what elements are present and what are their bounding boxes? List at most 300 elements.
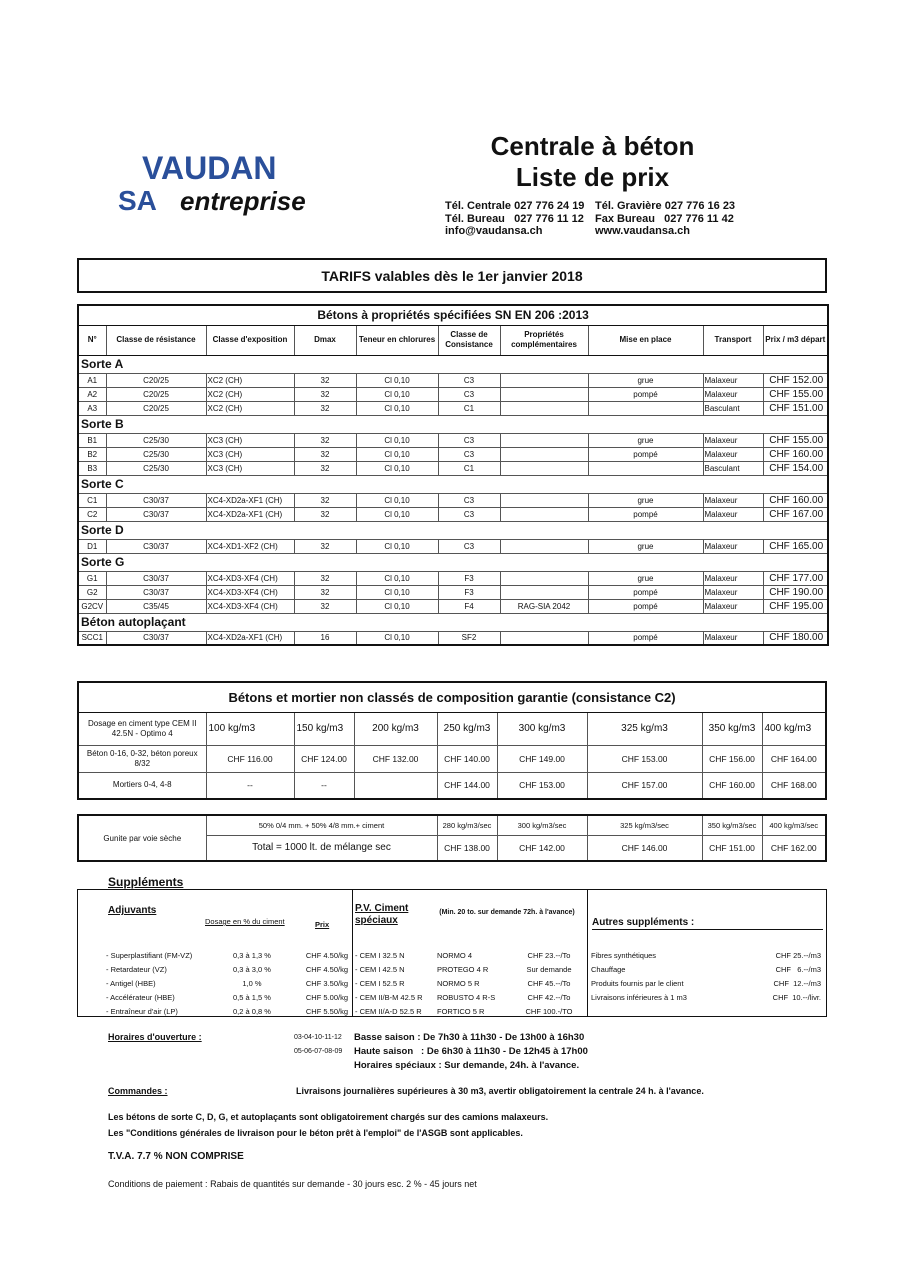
table-row [78, 493, 828, 507]
cell-col-transport: Malaxeur [703, 571, 763, 585]
cell-col-exposition: XC4-XD2a-XF1 (CH) [206, 507, 294, 521]
cell-col-chlorures: Cl 0,10 [356, 433, 438, 447]
horaire-text: Horaires spéciaux : Sur demande, 24h. à l'avance. [354, 1059, 580, 1071]
contact-email[interactable]: info@vaudansa.ch [445, 225, 543, 237]
cell-col-chlorures: Cl 0,10 [356, 493, 438, 507]
cell-col-resistance: C30/37 [106, 493, 206, 507]
cell-col-proprietes [500, 387, 588, 401]
cell-col-prix: CHF 155.00 [763, 387, 828, 401]
cell-col-resistance: C25/30 [106, 461, 206, 475]
ciment-note: (Min. 20 to. sur demande 72h. à l'avance) [439, 909, 575, 916]
gunite-price: CHF 151.00 [702, 835, 762, 861]
dosage-value: 100 kg/m3 [206, 712, 294, 745]
ciment-product: NORMO 5 R [437, 978, 480, 988]
cell-col-proprietes [500, 401, 588, 415]
cell-col-consistance: C3 [438, 433, 500, 447]
cell-col-transport: Malaxeur [703, 631, 763, 645]
cell-col-chlorures: Cl 0,10 [356, 401, 438, 415]
row-label: Béton 0-16, 0-32, béton poreux 8/32 [78, 745, 206, 772]
contact-tel-graviere: Tél. Gravière 027 776 16 23 [595, 200, 736, 212]
payment-conditions: Conditions de paiement : Rabais de quantités sur demande - 30 jours esc. 2 % - 45 jours net [108, 1179, 477, 1189]
adjuvant-dosage: 0,3 à 3,0 % [233, 964, 271, 974]
adjuvant-dosage: 0,5 à 1,5 % [233, 992, 271, 1002]
cell-col-mise-en-place: grue [588, 539, 703, 553]
cell-col-number: B3 [78, 461, 106, 475]
cell-col-dmax: 32 [294, 387, 356, 401]
cell-col-proprietes [500, 493, 588, 507]
contact-info [445, 200, 825, 238]
header-col-exposition: Classe d'exposition [206, 325, 294, 355]
group-row [78, 521, 828, 539]
cell-col-number: A3 [78, 401, 106, 415]
price-cell: CHF 116.00 [206, 745, 294, 772]
cell-col-transport: Malaxeur [703, 387, 763, 401]
cell-col-dmax: 32 [294, 401, 356, 415]
adjuvant-price: CHF 4.50/kg [305, 964, 348, 974]
cell-col-prix: CHF 152.00 [763, 373, 828, 387]
note-conditions: Les "Conditions générales de livraison pour le béton prêt à l'emploi" de l'ASGB sont applicables. [108, 1128, 523, 1138]
cell-col-exposition: XC2 (CH) [206, 373, 294, 387]
adjuvant-name: - Retardateur (VZ) [106, 964, 167, 974]
list-item [106, 990, 350, 1004]
cell-col-number: G2 [78, 585, 106, 599]
adjuvant-name: - Accélérateur (HBE) [106, 992, 175, 1002]
autres-title: Autres suppléments : [592, 917, 823, 930]
cell-col-mise-en-place: pompé [588, 447, 703, 461]
adjuvant-dosage: 0,2 à 0,8 % [233, 1006, 271, 1016]
gunite-dosage: 280 kg/m3/sec [437, 815, 497, 835]
price-cell: CHF 157.00 [587, 772, 702, 799]
cell-col-number: A1 [78, 373, 106, 387]
adjuvant-price: CHF 5.00/kg [305, 992, 348, 1002]
list-item [106, 976, 350, 990]
cell-col-resistance: C30/37 [106, 507, 206, 521]
cell-col-exposition: XC4-XD3-XF4 (CH) [206, 585, 294, 599]
cell-col-prix: CHF 165.00 [763, 539, 828, 553]
cell-col-dmax: 32 [294, 493, 356, 507]
cell-col-consistance: C1 [438, 401, 500, 415]
list-item [355, 1004, 585, 1018]
cell-col-consistance: C3 [438, 373, 500, 387]
cell-col-number: SCC1 [78, 631, 106, 645]
ciment-price: CHF 100.-/TO [525, 1006, 573, 1016]
cell-col-proprietes [500, 631, 588, 645]
adjuvants-price-header: Prix [315, 920, 330, 929]
price-cell: CHF 144.00 [437, 772, 497, 799]
horaire-row [294, 1044, 754, 1058]
gunite-mix: 50% 0/4 mm. + 50% 4/8 mm.+ ciment [206, 815, 437, 835]
cell-col-resistance: C20/25 [106, 373, 206, 387]
table-row [78, 631, 828, 645]
autre-name: Chauffage [591, 964, 626, 974]
header-col-consistance: Classe de Consistance [438, 325, 500, 355]
horaires-title: Horaires d'ouverture : [108, 1032, 202, 1042]
cell-col-proprietes [500, 507, 588, 521]
ciment-product: FORTICO 5 R [437, 1006, 485, 1016]
gunite-total: Total = 1000 lt. de mélange sec [206, 835, 437, 861]
cell-col-chlorures: Cl 0,10 [356, 571, 438, 585]
dosage-value: 300 kg/m3 [497, 712, 587, 745]
cell-col-prix: CHF 167.00 [763, 507, 828, 521]
price-cell: CHF 153.00 [587, 745, 702, 772]
cell-col-chlorures: Cl 0,10 [356, 585, 438, 599]
gunite-price: CHF 146.00 [587, 835, 702, 861]
cell-col-proprietes [500, 373, 588, 387]
list-item [591, 990, 821, 1004]
ciment-type: - CEM I 52.5 R [355, 978, 405, 988]
cell-col-transport: Malaxeur [703, 585, 763, 599]
cell-col-transport: Basculant [703, 461, 763, 475]
autre-price: CHF 6.--/m3 [775, 964, 821, 974]
group-row [78, 613, 828, 631]
cell-col-mise-en-place: pompé [588, 387, 703, 401]
table-row [78, 387, 828, 401]
autres-list [591, 948, 821, 1004]
price-cell: CHF 168.00 [762, 772, 826, 799]
cell-col-mise-en-place: pompé [588, 631, 703, 645]
group-row [78, 553, 828, 571]
price-cell: -- [206, 772, 294, 799]
table-row [78, 539, 828, 553]
table-row [78, 461, 828, 475]
cell-col-proprietes [500, 585, 588, 599]
cell-col-transport: Basculant [703, 401, 763, 415]
cell-col-prix: CHF 180.00 [763, 631, 828, 645]
ciment-title: P.V. Ciment spéciaux [355, 903, 409, 926]
ciment-product: NORMO 4 [437, 950, 473, 960]
dosage-value: 250 kg/m3 [437, 712, 497, 745]
adjuvant-price: CHF 5.50/kg [305, 1006, 348, 1016]
cell-col-prix: CHF 160.00 [763, 493, 828, 507]
cell-col-exposition: XC3 (CH) [206, 447, 294, 461]
cell-col-dmax: 32 [294, 599, 356, 613]
price-cell: CHF 156.00 [702, 745, 762, 772]
cell-col-dmax: 32 [294, 447, 356, 461]
cell-col-mise-en-place [588, 461, 703, 475]
autre-price: CHF 12.--/m3 [773, 978, 821, 988]
divider [587, 889, 588, 1017]
cell-col-consistance: C1 [438, 461, 500, 475]
cell-col-resistance: C30/37 [106, 585, 206, 599]
specified-caption: Bétons à propriétés spécifiées SN EN 206 :2013 [78, 305, 828, 325]
cell-col-resistance: C25/30 [106, 433, 206, 447]
title-line-1: Centrale à béton [490, 131, 695, 161]
dosage-value: 325 kg/m3 [587, 712, 702, 745]
cell-col-exposition: XC3 (CH) [206, 433, 294, 447]
gunite-price: CHF 162.00 [762, 835, 826, 861]
list-item [591, 962, 821, 976]
adjuvant-name: - Superplastifiant (FM-VZ) [106, 950, 193, 960]
cell-col-exposition: XC4-XD3-XF4 (CH) [206, 599, 294, 613]
divider [352, 889, 353, 1017]
table-row [78, 373, 828, 387]
cell-col-mise-en-place: pompé [588, 585, 703, 599]
list-item [106, 1004, 350, 1018]
price-cell: CHF 160.00 [702, 772, 762, 799]
cell-col-exposition: XC4-XD2a-XF1 (CH) [206, 493, 294, 507]
logo-entreprise: entreprise [180, 186, 306, 216]
cell-col-prix: CHF 155.00 [763, 433, 828, 447]
adjuvant-name: - Antigel (HBE) [106, 978, 156, 988]
table-row [78, 507, 828, 521]
adjuvant-dosage: 0,3 à 1,3 % [233, 950, 271, 960]
table-row [78, 447, 828, 461]
price-cell: CHF 164.00 [762, 745, 826, 772]
horaire-months: 05-06-07-08-09 [294, 1047, 343, 1055]
group-name: Sorte G [78, 553, 828, 571]
title-line-2: Liste de prix [515, 162, 670, 192]
cell-col-consistance: F3 [438, 585, 500, 599]
cell-col-consistance: C3 [438, 539, 500, 553]
dosage-value: 150 kg/m3 [294, 712, 354, 745]
gunite-table [77, 814, 827, 862]
cell-col-transport: Malaxeur [703, 373, 763, 387]
cell-col-exposition: XC4-XD2a-XF1 (CH) [206, 631, 294, 645]
cell-col-resistance: C35/45 [106, 599, 206, 613]
header-col-resistance: Classe de résistance [106, 325, 206, 355]
tva-note: T.V.A. 7.7 % NON COMPRISE [108, 1151, 244, 1162]
cell-col-resistance: C30/37 [106, 631, 206, 645]
price-cell: CHF 149.00 [497, 745, 587, 772]
cell-col-resistance: C20/25 [106, 401, 206, 415]
cell-col-consistance: C3 [438, 507, 500, 521]
group-name: Sorte B [78, 415, 828, 433]
autre-name: Livraisons inférieures à 1 m3 [591, 992, 687, 1002]
price-cell [354, 772, 437, 799]
cell-col-transport: Malaxeur [703, 507, 763, 521]
list-item [106, 948, 350, 962]
cell-col-transport: Malaxeur [703, 599, 763, 613]
dosage-value: 350 kg/m3 [702, 712, 762, 745]
horaire-row [294, 1030, 754, 1044]
table-row [78, 433, 828, 447]
cell-col-chlorures: Cl 0,10 [356, 373, 438, 387]
header-col-number: N° [78, 325, 106, 355]
list-item [355, 948, 585, 962]
ciment-price: CHF 42.--/To [527, 992, 571, 1002]
group-row [78, 475, 828, 493]
cell-col-mise-en-place: pompé [588, 507, 703, 521]
cell-col-dmax: 32 [294, 461, 356, 475]
dosage-value: 200 kg/m3 [354, 712, 437, 745]
cell-col-resistance: C25/30 [106, 447, 206, 461]
cell-col-consistance: C3 [438, 447, 500, 461]
cell-col-prix: CHF 177.00 [763, 571, 828, 585]
ciment-product: ROBUSTO 4 R-S [437, 992, 496, 1002]
table-row [78, 401, 828, 415]
cell-col-prix: CHF 190.00 [763, 585, 828, 599]
cell-col-number: D1 [78, 539, 106, 553]
contact-tel-bureau: Tél. Bureau 027 776 11 12 [445, 212, 584, 225]
gunite-dosage: 325 kg/m3/sec [587, 815, 702, 835]
list-item [106, 962, 350, 976]
gunite-dosage: 400 kg/m3/sec [762, 815, 826, 835]
adjuvant-price: CHF 3.50/kg [305, 978, 348, 988]
gunite-label: Gunite par voie sèche [78, 815, 206, 861]
header-col-chlorures: Teneur en chlorures [356, 325, 438, 355]
adjuvants-title: Adjuvants [108, 905, 157, 916]
cell-col-prix: CHF 151.00 [763, 401, 828, 415]
contact-website[interactable]: www.vaudansa.ch [595, 225, 690, 237]
table-row [78, 571, 828, 585]
cell-col-dmax: 32 [294, 539, 356, 553]
cell-col-chlorures: Cl 0,10 [356, 461, 438, 475]
cell-col-number: C2 [78, 507, 106, 521]
note-malaxeurs: Les bétons de sorte C, D, G, et autoplaçants sont obligatoirement chargés sur des camions malaxeurs. [108, 1112, 549, 1122]
cell-col-mise-en-place [588, 401, 703, 415]
ciment-type: - CEM I 42.5 N [355, 964, 405, 974]
cell-col-consistance: C3 [438, 493, 500, 507]
cell-col-mise-en-place: grue [588, 493, 703, 507]
cell-col-exposition: XC4-XD1-XF2 (CH) [206, 539, 294, 553]
cell-col-dmax: 32 [294, 571, 356, 585]
cell-col-proprietes [500, 433, 588, 447]
ciment-product: PROTEGO 4 R [437, 964, 489, 974]
cell-col-consistance: F3 [438, 571, 500, 585]
horaire-row [294, 1058, 754, 1072]
cell-col-proprietes: RAG-SIA 2042 [500, 599, 588, 613]
gunite-dosage: 350 kg/m3/sec [702, 815, 762, 835]
cell-col-number: C1 [78, 493, 106, 507]
cell-col-prix: CHF 195.00 [763, 599, 828, 613]
cell-col-consistance: SF2 [438, 631, 500, 645]
header-col-proprietes: Propriétés complémentaires [500, 325, 588, 355]
table-row [78, 585, 828, 599]
list-item [591, 976, 821, 990]
ciment-price: CHF 45.--/To [527, 978, 571, 988]
cell-col-exposition: XC3 (CH) [206, 461, 294, 475]
cell-col-mise-en-place: pompé [588, 599, 703, 613]
cell-col-number: G1 [78, 571, 106, 585]
dosage-label: Dosage en ciment type CEM II 42.5N - Optimo 4 [78, 712, 206, 745]
gunite-dosage: 300 kg/m3/sec [497, 815, 587, 835]
cell-col-exposition: XC2 (CH) [206, 401, 294, 415]
cell-col-dmax: 32 [294, 433, 356, 447]
horaire-text: Basse saison : De 7h30 à 11h30 - De 13h00 à 16h30 [354, 1031, 585, 1043]
ciment-type: - CEM II/A-D 52.5 R [355, 1006, 422, 1016]
cell-col-number: B1 [78, 433, 106, 447]
price-cell: CHF 124.00 [294, 745, 354, 772]
logo-sa: SA [118, 185, 157, 216]
list-item [355, 976, 585, 990]
cell-col-prix: CHF 154.00 [763, 461, 828, 475]
page-title [440, 131, 745, 193]
cell-col-prix: CHF 160.00 [763, 447, 828, 461]
cell-col-proprietes [500, 447, 588, 461]
cell-col-consistance: F4 [438, 599, 500, 613]
adjuvant-price: CHF 4.50/kg [305, 950, 348, 960]
cell-col-exposition: XC2 (CH) [206, 387, 294, 401]
group-row [78, 355, 828, 373]
autre-price: CHF 25.--/m3 [775, 950, 821, 960]
group-name: Sorte D [78, 521, 828, 539]
cell-col-number: G2CV [78, 599, 106, 613]
non-classified-table [77, 681, 827, 800]
cell-col-dmax: 16 [294, 631, 356, 645]
table-row [78, 599, 828, 613]
header-col-dmax: Dmax [294, 325, 356, 355]
cell-col-resistance: C20/25 [106, 387, 206, 401]
adjuvant-dosage: 1,0 % [242, 978, 262, 988]
commandes-text: Livraisons journalières supérieures à 30 m3, avertir obligatoirement la centrale 24 h. à l'avance. [296, 1086, 704, 1096]
header-col-prix: Prix / m3 départ [763, 325, 828, 355]
cell-col-chlorures: Cl 0,10 [356, 507, 438, 521]
cell-col-mise-en-place: grue [588, 373, 703, 387]
price-cell: -- [294, 772, 354, 799]
supplements-title: Suppléments [108, 875, 184, 889]
horaire-text: Haute saison : De 6h30 à 11h30 - De 12h45 à 17h00 [354, 1045, 588, 1057]
ciment-price: Sur demande [526, 964, 572, 974]
cell-col-chlorures: Cl 0,10 [356, 599, 438, 613]
adjuvant-name: - Entraîneur d'air (LP) [106, 1006, 178, 1016]
autre-price: CHF 10.--/livr. [772, 992, 821, 1002]
cell-col-proprietes [500, 571, 588, 585]
cell-col-chlorures: Cl 0,10 [356, 631, 438, 645]
adjuvants-dosage-header: Dosage en % du ciment [205, 917, 285, 926]
cell-col-mise-en-place: grue [588, 571, 703, 585]
gunite-price: CHF 142.00 [497, 835, 587, 861]
header-col-transport: Transport [703, 325, 763, 355]
row-label: Mortiers 0-4, 4-8 [78, 772, 206, 799]
cell-col-dmax: 32 [294, 373, 356, 387]
horaires-list [294, 1030, 754, 1072]
horaire-months: 03-04-10-11-12 [294, 1033, 342, 1041]
cell-col-dmax: 32 [294, 585, 356, 599]
cell-col-transport: Malaxeur [703, 447, 763, 461]
commandes-title: Commandes : [108, 1086, 168, 1096]
cell-col-number: B2 [78, 447, 106, 461]
ciment-type: - CEM I 32.5 N [355, 950, 405, 960]
dosage-value: 400 kg/m3 [762, 712, 826, 745]
group-name: Béton autoplaçant [78, 613, 828, 631]
tarifs-validity-banner: TARIFS valables dès le 1er janvier 2018 [77, 258, 827, 293]
cell-col-dmax: 32 [294, 507, 356, 521]
non-classified-caption: Bétons et mortier non classés de composition garantie (consistance C2) [78, 682, 826, 712]
list-item [591, 948, 821, 962]
price-cell: CHF 140.00 [437, 745, 497, 772]
ciment-list [355, 948, 585, 1018]
adjuvants-list [106, 948, 350, 1018]
cell-col-chlorures: Cl 0,10 [356, 539, 438, 553]
autre-name: Fibres synthétiques [591, 950, 657, 960]
list-item [355, 990, 585, 1004]
autre-name: Produits fournis par le client [591, 978, 684, 988]
group-row [78, 415, 828, 433]
gunite-price: CHF 138.00 [437, 835, 497, 861]
cell-col-resistance: C30/37 [106, 571, 206, 585]
cell-col-transport: Malaxeur [703, 539, 763, 553]
cell-col-proprietes [500, 461, 588, 475]
cell-col-exposition: XC4-XD3-XF4 (CH) [206, 571, 294, 585]
cell-col-consistance: C3 [438, 387, 500, 401]
price-cell: CHF 153.00 [497, 772, 587, 799]
ciment-type: - CEM II/B-M 42.5 R [355, 992, 423, 1002]
logo-vaudan: VAUDAN [142, 150, 277, 186]
header-col-mise-en-place: Mise en place [588, 325, 703, 355]
cell-col-resistance: C30/37 [106, 539, 206, 553]
contact-tel-centrale: Tél. Centrale 027 776 24 19 [445, 200, 585, 212]
cell-col-transport: Malaxeur [703, 493, 763, 507]
cell-col-number: A2 [78, 387, 106, 401]
ciment-price: CHF 23.--/To [527, 950, 571, 960]
cell-col-transport: Malaxeur [703, 433, 763, 447]
group-name: Sorte C [78, 475, 828, 493]
list-item [355, 962, 585, 976]
cell-col-chlorures: Cl 0,10 [356, 447, 438, 461]
specified-concrete-table [77, 304, 829, 646]
cell-col-mise-en-place: grue [588, 433, 703, 447]
price-cell: CHF 132.00 [354, 745, 437, 772]
